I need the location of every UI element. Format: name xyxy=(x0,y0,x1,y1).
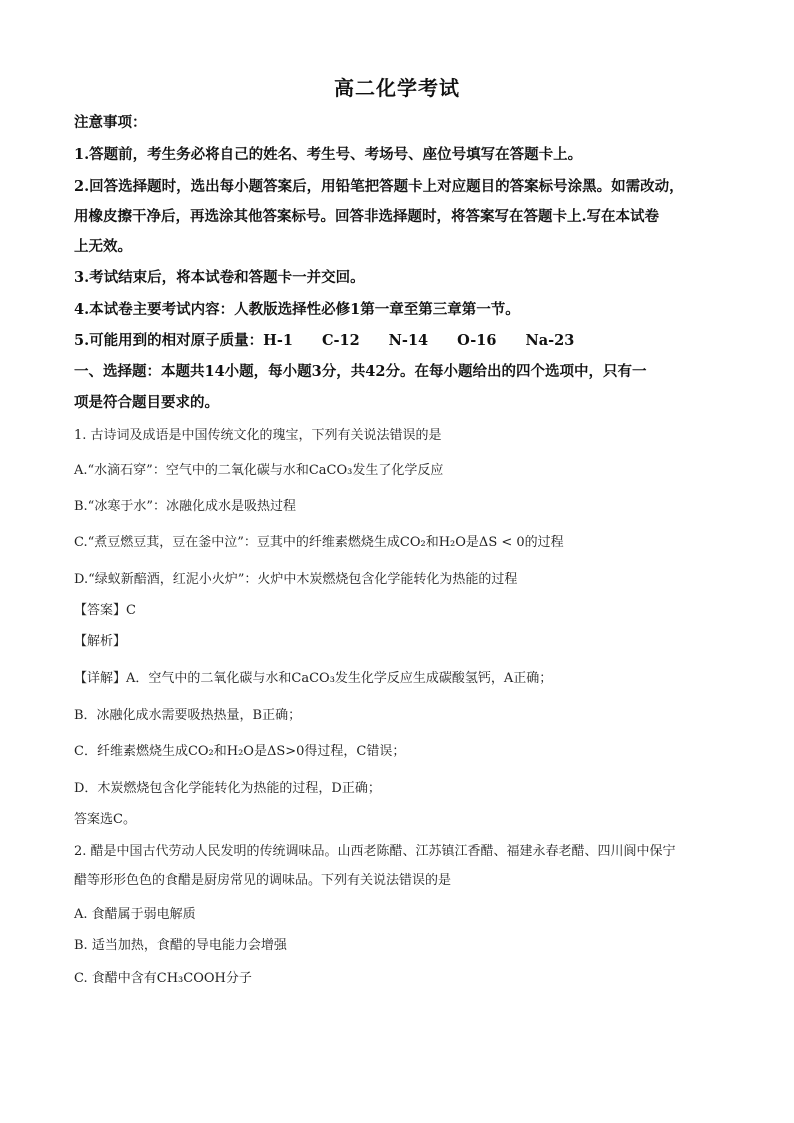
detail-c: C．纤维素燃烧生成CO₂和H₂O是ΔS>0得过程，C错误； xyxy=(74,744,406,759)
question-1-option-a: A.“水滴石穿”：空气中的二氧化碳与水和CaCO₃发生了化学反应 xyxy=(74,463,444,478)
answer-value: C xyxy=(126,603,136,618)
answer-label: 【答案】 xyxy=(74,603,127,618)
detail-label: 【详解】 xyxy=(74,671,127,686)
detail-d: D．木炭燃烧包含化学能转化为热能的过程，D正确； xyxy=(74,781,381,796)
question-1-option-b: B.“冰寒于水”：冰融化成水是吸热过程 xyxy=(74,499,296,514)
notice-item-2-line-1: 2.回答选择题时，选出每小题答案后，用铅笔把答题卡上对应题目的答案标号涂黑。如需改动， xyxy=(74,178,684,195)
detail-b: B．冰融化成水需要吸热热量，B正确； xyxy=(74,708,302,723)
page-title: 高二化学考试 xyxy=(334,76,460,100)
question-2-option-b: B. 适当加热，食醋的导电能力会增强 xyxy=(74,938,287,953)
question-2-stem-line-2: 醋等形形色色的食醋是厨房常见的调味品。下列有关说法错误的是 xyxy=(74,873,452,888)
notice-item-4: 4.本试卷主要考试内容：人教版选择性必修1第一章至第三章第一节。 xyxy=(74,301,520,318)
question-2-stem-line-1: 2. 醋是中国古代劳动人民发明的传统调味品。山西老陈醋、江苏镇江香醋、福建永春老醋、四川阆中保宁 xyxy=(74,844,676,859)
notice-item-3: 3.考试结束后，将本试卷和答题卡一并交回。 xyxy=(74,269,365,286)
notice-heading: 注意事项： xyxy=(74,114,147,131)
answer-row xyxy=(74,599,136,618)
question-1-stem: 1. 古诗词及成语是中国传统文化的瑰宝，下列有关说法错误的是 xyxy=(74,428,442,443)
notice-item-2-line-3: 上无效。 xyxy=(74,238,132,255)
notice-item-2-line-2: 用橡皮擦干净后，再选涂其他答案标号。回答非选择题时，将答案写在答题卡上.写在本试卷 xyxy=(74,208,660,225)
answer-conclusion: 答案选C。 xyxy=(74,812,136,827)
notice-item-5: 5.可能用到的相对原子质量：H-1 C-12 N-14 O-16 Na-23 xyxy=(74,332,575,349)
detail-row-a xyxy=(74,667,552,686)
question-1-option-c: C.“煮豆燃豆萁，豆在釜中泣”：豆萁中的纤维素燃烧生成CO₂和H₂O是ΔS < 0的过程 xyxy=(74,535,564,550)
question-2-option-c: C. 食醋中含有CH₃COOH分子 xyxy=(74,971,252,986)
analysis-label: 【解析】 xyxy=(74,634,127,649)
detail-a: A．空气中的二氧化碳与水和CaCO₃发生化学反应生成碳酸氢钙，A正确； xyxy=(126,671,553,686)
notice-item-1: 1.答题前，考生务必将自己的姓名、考生号、考场号、座位号填写在答题卡上。 xyxy=(74,146,583,163)
question-1-option-d: D.“绿蚁新醅酒，红泥小火炉”：火炉中木炭燃烧包含化学能转化为热能的过程 xyxy=(74,572,518,587)
section-heading-line-2: 项是符合题目要求的。 xyxy=(74,394,219,411)
question-2-option-a: A. 食醋属于弱电解质 xyxy=(74,907,196,922)
section-heading-line-1: 一、选择题：本题共14小题，每小题3分，共42分。在每小题给出的四个选项中，只有一 xyxy=(74,363,647,380)
